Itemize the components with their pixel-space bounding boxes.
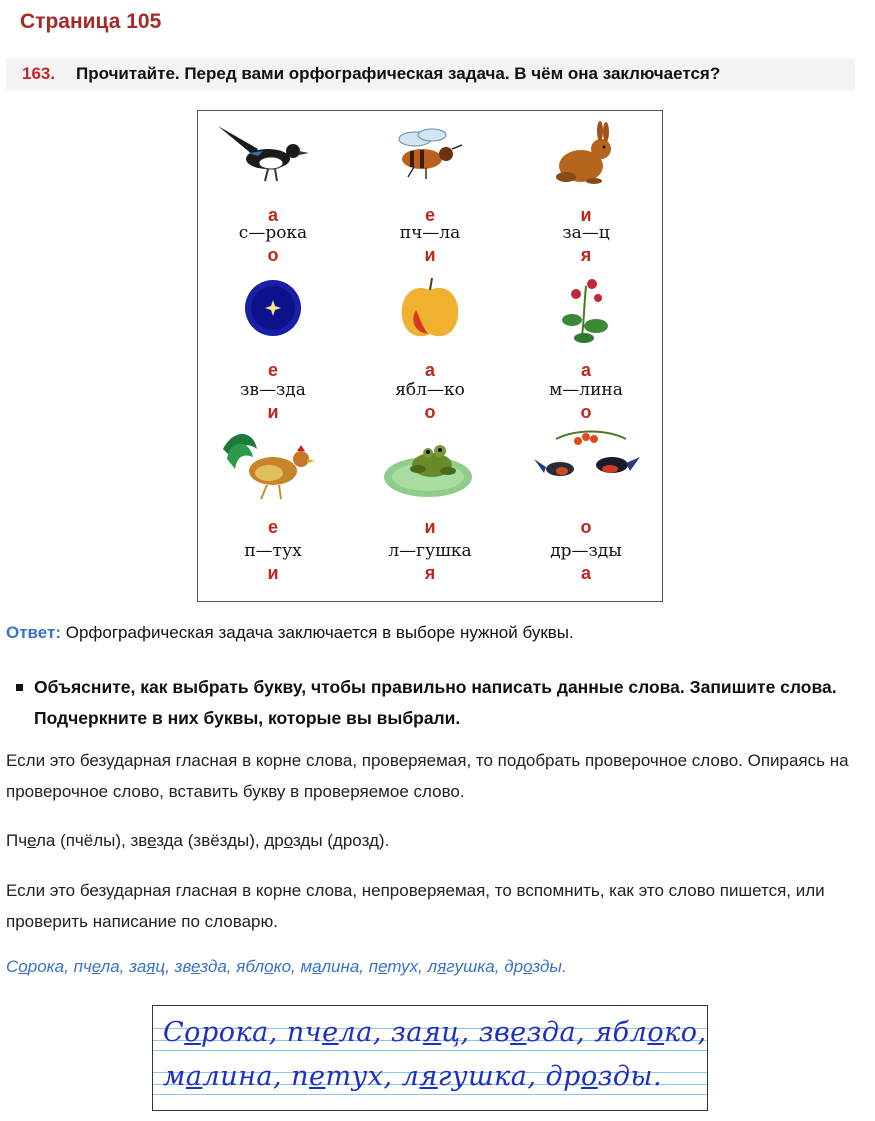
- rule-paragraph-uncheckable: Если это безударная гласная в корне слова, непроверяемая, то вспомнить, как это слово пишется, или проверить написание по словарю.: [6, 881, 825, 931]
- apple-icon: [370, 276, 490, 356]
- vowel-option-bottom: а: [580, 563, 591, 583]
- bee-icon: [370, 121, 490, 201]
- word-with-gap: зв—зда: [240, 380, 306, 400]
- underlined-vowel: е: [91, 957, 101, 976]
- underlined-vowel: о: [18, 957, 28, 976]
- figure-cell-magpie: [198, 121, 348, 281]
- task-header: [6, 58, 855, 90]
- task-number: 163.: [22, 64, 56, 83]
- figure-cell-star: [198, 276, 348, 436]
- vowel-option-top: е: [424, 205, 435, 225]
- vowel-option-bottom: о: [424, 402, 436, 422]
- vowel-option-bottom: о: [267, 245, 279, 265]
- exercise-figure: [197, 110, 663, 602]
- vowel-option-top: а: [580, 360, 591, 380]
- bullet-marker: [16, 684, 23, 691]
- instruction-text: Объясните, как выбрать букву, чтобы правильно написать данные слова. Запишите слова. Подчеркните в них буквы, которые вы выбрали.: [34, 677, 837, 728]
- underlined-vowel: я: [422, 1017, 442, 1048]
- underlined-vowel: о: [580, 1061, 598, 1092]
- underlined-vowel: е: [378, 957, 388, 976]
- rooster-icon: [213, 429, 333, 509]
- frog-icon: [370, 429, 490, 509]
- underlined-vowel: о: [283, 831, 293, 850]
- words-examples: Сорока, пчела, заяц, звезда, яблоко, малина, петух, лягушка, дрозды.: [6, 957, 567, 976]
- vowel-option-bottom: о: [580, 402, 592, 422]
- vowel-option-top: и: [580, 205, 592, 225]
- answer-line: [6, 623, 574, 643]
- underlined-vowel: е: [309, 1061, 326, 1092]
- word-with-gap: за—ц: [562, 223, 610, 243]
- answer-text: Орфографическая задача заключается в выборе нужной буквы.: [61, 623, 574, 642]
- figure-cell-raspberry: [511, 276, 661, 436]
- underlined-vowel: е: [190, 957, 201, 976]
- figure-cell-bee: [355, 121, 505, 281]
- magpie-icon: [213, 121, 333, 201]
- vowel-option-bottom: и: [267, 402, 279, 422]
- word-with-gap: м—лина: [549, 380, 623, 400]
- word-with-gap: п—тух: [244, 541, 302, 561]
- underlined-vowel: о: [264, 957, 274, 976]
- handwriting-copybook: [152, 1005, 708, 1111]
- vowel-option-top: а: [424, 360, 435, 380]
- instruction-bullet: [16, 672, 856, 734]
- checked-words-paragraph: Пчела (пчёлы), звезда (звёзды), дрозды (дрозд).: [6, 831, 390, 850]
- word-with-gap: др—зды: [550, 541, 622, 561]
- figure-cell-rooster: [198, 429, 348, 589]
- vowel-option-top: е: [267, 360, 278, 380]
- figure-cell-frog: [355, 429, 505, 589]
- vowel-option-top: о: [580, 517, 592, 537]
- thrushes-icon: [526, 429, 646, 509]
- task-text: Прочитайте. Перед вами орфографическая задача. В чём она заключается?: [76, 64, 721, 83]
- underlined-vowel: о: [523, 957, 533, 976]
- handwriting-line-2: малина, петух, лягушка, дрозды.: [163, 1061, 663, 1092]
- vowel-option-bottom: я: [580, 245, 592, 265]
- ruling-line: [153, 1050, 707, 1051]
- handwriting-line-1: Сорока, пчела, заяц, звезда, яблоко,: [163, 1017, 707, 1048]
- figure-cell-thrushes: [511, 429, 661, 589]
- figure-cell-hare: [511, 121, 661, 281]
- underlined-vowel: а: [185, 1061, 203, 1092]
- vowel-option-top: е: [267, 517, 278, 537]
- figure-cell-apple: [355, 276, 505, 436]
- page-title: Страница 105: [20, 10, 162, 33]
- answer-label: Ответ:: [6, 623, 61, 642]
- vowel-option-top: а: [267, 205, 278, 225]
- word-with-gap: л—гушка: [388, 541, 472, 561]
- underlined-vowel: о: [647, 1017, 665, 1048]
- rule-paragraph-checkable: Если это безударная гласная в корне слова, проверяемая, то подобрать проверочное слово. Опираясь на проверочное слово, вставить букву в проверяемое слово.: [6, 751, 849, 801]
- underlined-vowel: е: [27, 831, 36, 850]
- underlined-vowel: я: [419, 1061, 438, 1092]
- vowel-option-top: и: [424, 517, 436, 537]
- hare-icon: [526, 121, 646, 201]
- underlined-vowel: о: [184, 1017, 201, 1048]
- word-with-gap: ябл—ко: [395, 380, 465, 400]
- word-with-gap: с—рока: [238, 223, 308, 243]
- underlined-vowel: я: [146, 957, 156, 976]
- underlined-vowel: е: [147, 831, 157, 850]
- star-icon: [213, 276, 333, 356]
- ruling-line: [153, 1094, 707, 1095]
- underlined-vowel: е: [322, 1017, 339, 1048]
- vowel-option-bottom: и: [267, 563, 279, 583]
- underlined-vowel: а: [312, 957, 322, 976]
- vowel-option-bottom: и: [424, 245, 436, 265]
- raspberry-icon: [526, 276, 646, 356]
- word-with-gap: пч—ла: [399, 223, 461, 243]
- underlined-vowel: е: [510, 1017, 527, 1048]
- underlined-vowel: я: [437, 957, 447, 976]
- vowel-option-bottom: я: [424, 563, 436, 583]
